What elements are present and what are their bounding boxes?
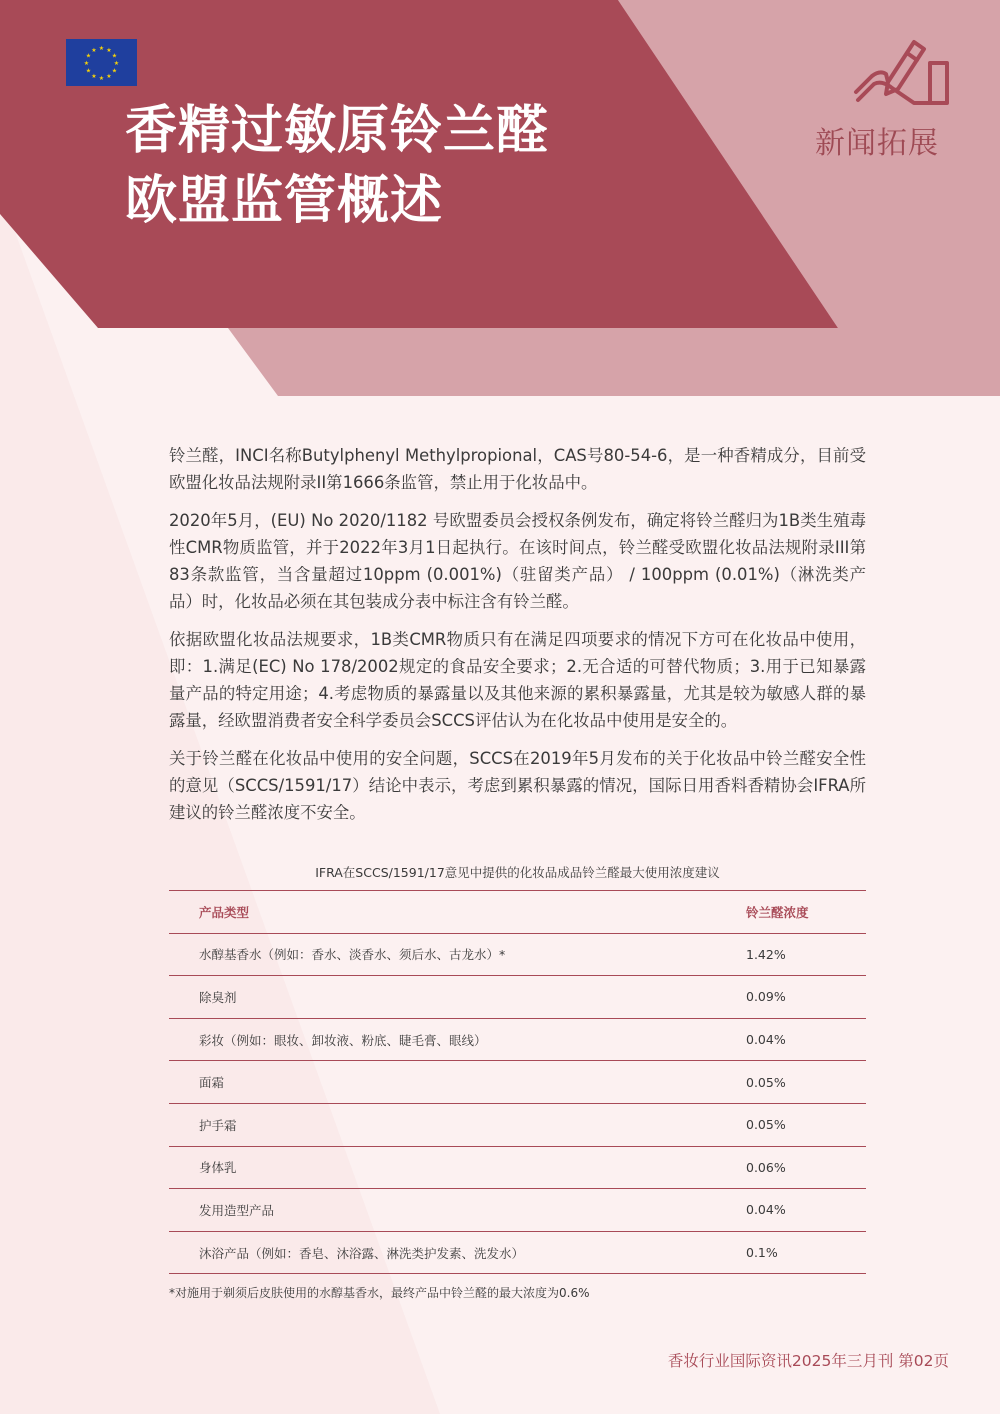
- page-footer: 香妆行业国际资讯2025年三月刊 第02页: [667, 1352, 949, 1370]
- paragraph-1: 铃兰醛，INCI名称Butylphenyl Methylpropional，CAS号80-54-6，是一种香精成分，目前受欧盟化妆品法规附录II第1666条监管，禁止用于化妆品中。: [169, 446, 866, 492]
- svg-text:★: ★: [111, 52, 118, 60]
- product-type-cell: 发用造型产品: [169, 1189, 746, 1232]
- paragraph-2: 2020年5月，(EU) No 2020/1182 号欧盟委员会授权条例发布，确定将铃兰醛归为1B类生殖毒性CMR物质监管，并于2022年3月1日起执行。在该时间点，铃兰醛受欧盟化妆品法规附录III第83条款监管，当含量超过10ppm (0.001%)（驻留类产品） / 100ppm (0.01%)（淋洗类产品）时，化妆品必须在其包装成分表中标注含有铃兰醛。: [169, 511, 866, 611]
- concentration-table-section: [169, 862, 866, 1301]
- concentration-cell: 0.09%: [746, 976, 866, 1019]
- svg-text:★: ★: [98, 45, 105, 52]
- table-header-row: [169, 891, 866, 934]
- table-caption: IFRA在SCCS/1591/17意见中提供的化妆品成品铃兰醛最大使用浓度建议: [315, 865, 720, 880]
- svg-text:★: ★: [106, 73, 112, 80]
- svg-text:★: ★: [98, 75, 105, 82]
- product-type-cell: 沐浴产品（例如：香皂、沐浴露、淋洗类护发素、洗发水）: [169, 1231, 746, 1274]
- svg-text:★: ★: [91, 73, 97, 80]
- svg-text:★: ★: [83, 60, 90, 67]
- product-type-cell: 除臭剂: [169, 976, 746, 1019]
- product-type-cell: 身体乳: [169, 1146, 746, 1189]
- concentration-cell: 0.05%: [746, 1061, 866, 1104]
- header-product-type: 产品类型: [169, 891, 746, 934]
- table-row: [169, 1103, 866, 1146]
- svg-text:★: ★: [91, 47, 97, 54]
- product-type-cell: 彩妆（例如：眼妆、卸妆液、粉底、睫毛膏、眼线）: [169, 1018, 746, 1061]
- table-row: [169, 976, 866, 1019]
- article-body: [169, 442, 866, 837]
- paragraph-3: 依据欧盟化妆品法规要求，1B类CMR物质只有在满足四项要求的情况下方可在化妆品中使用，即：1.满足(EC) No 178/2002规定的食品安全要求；2.无合适的可替代物质；3.用于已知暴露量产品的特定用途；4.考虑物质的暴露量以及其他来源的累积暴露量，尤其是较为敏感人群的暴露量，经欧盟消费者安全科学委员会SCCS评估认为在化妆品中使用是安全的。: [169, 630, 866, 730]
- pen-writing-icon: [852, 36, 952, 110]
- section-label: 新闻拓展: [815, 126, 939, 161]
- concentration-cell: 0.04%: [746, 1189, 866, 1232]
- concentration-cell: 0.06%: [746, 1146, 866, 1189]
- product-type-cell: 护手霜: [169, 1103, 746, 1146]
- table-footnote: *对施用于剃须后皮肤使用的水醇基香水，最终产品中铃兰醛的最大浓度为0.6%: [169, 1286, 590, 1301]
- svg-text:★: ★: [85, 52, 92, 60]
- eu-flag-icon: [66, 39, 137, 86]
- table-row: [169, 1061, 866, 1104]
- table-row: [169, 1231, 866, 1274]
- title-line-2: 欧盟监管概述: [125, 171, 444, 231]
- concentration-cell: 1.42%: [746, 933, 866, 976]
- concentration-cell: 0.04%: [746, 1018, 866, 1061]
- svg-text:★: ★: [85, 67, 92, 75]
- svg-text:★: ★: [113, 60, 120, 67]
- concentration-cell: 0.05%: [746, 1103, 866, 1146]
- concentration-cell: 0.1%: [746, 1231, 866, 1274]
- product-type-cell: 面霜: [169, 1061, 746, 1104]
- title-line-1: 香精过敏原铃兰醛: [125, 101, 550, 161]
- concentration-table: [169, 890, 866, 1274]
- svg-text:★: ★: [111, 67, 118, 75]
- paragraph-4: 关于铃兰醛在化妆品中使用的安全问题，SCCS在2019年5月发布的关于化妆品中铃兰醛安全性的意见（SCCS/1591/17）结论中表示，考虑到累积暴露的情况，国际日用香料香精协会IFRA所建议的铃兰醛浓度不安全。: [169, 749, 866, 822]
- svg-text:★: ★: [106, 47, 112, 54]
- header-concentration: 铃兰醛浓度: [746, 891, 866, 934]
- table-row: [169, 1189, 866, 1232]
- page-title: [125, 96, 549, 236]
- product-type-cell: 水醇基香水（例如：香水、淡香水、须后水、古龙水）*: [169, 933, 746, 976]
- table-row: [169, 933, 866, 976]
- table-row: [169, 1146, 866, 1189]
- table-row: [169, 1018, 866, 1061]
